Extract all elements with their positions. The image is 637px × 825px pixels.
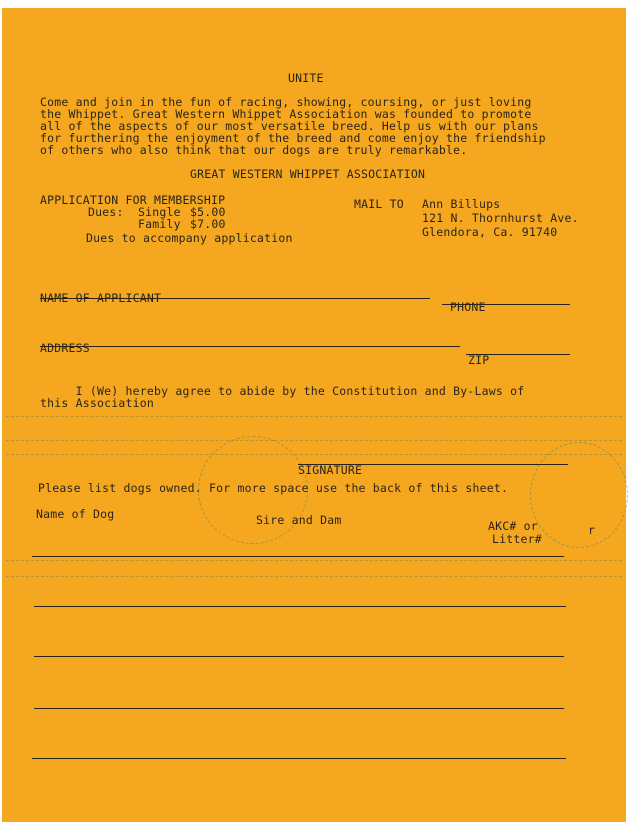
akc-column-header-line-1: AKC# or bbox=[488, 519, 538, 533]
intro-line-1: Come and join in the fun of racing, showing, coursing, or just loving bbox=[40, 95, 532, 109]
dues-note: Dues to accompany application bbox=[86, 231, 293, 245]
dog-entry-line bbox=[32, 758, 566, 759]
applicant-name-label: NAME OF APPLICANT bbox=[40, 291, 162, 305]
phone-line bbox=[442, 304, 570, 305]
dog-entry-line bbox=[34, 656, 564, 657]
intro-line-2: the Whippet. Great Western Whippet Association was founded to promote bbox=[40, 107, 532, 121]
faded-line bbox=[6, 440, 622, 441]
association-title: GREAT WESTERN WHIPPET ASSOCIATION bbox=[190, 167, 426, 181]
dogs-instruction: Please list dogs owned. For more space use the back of this sheet. bbox=[38, 481, 509, 495]
applicant-name-line bbox=[40, 298, 430, 299]
address-line bbox=[40, 346, 460, 347]
faded-line bbox=[6, 560, 622, 561]
faded-line bbox=[6, 416, 622, 417]
mail-to-city: Glendora, Ca. 91740 bbox=[422, 225, 558, 239]
application-form bbox=[2, 8, 626, 822]
intro-line-3: all of the aspects of our most versatile breed. Help us with our plans bbox=[40, 119, 539, 133]
faded-line bbox=[6, 576, 622, 577]
zip-label: ZIP bbox=[468, 353, 490, 367]
intro-line-5: of others who also think that our dogs are truly remarkable. bbox=[40, 143, 468, 157]
faded-postmark-right bbox=[530, 442, 628, 548]
mail-to-label: MAIL TO bbox=[354, 197, 404, 211]
form-heading: UNITE bbox=[288, 71, 324, 85]
zip-line bbox=[466, 354, 570, 355]
application-title: APPLICATION FOR MEMBERSHIP bbox=[40, 193, 226, 207]
mail-to-name: Ann Billups bbox=[422, 197, 501, 211]
dues-family-label: Family bbox=[138, 217, 181, 231]
intro-line-4: for furthering the enjoyment of the breed and come enjoy the friendship bbox=[40, 131, 546, 145]
address-label: ADDRESS bbox=[40, 341, 90, 355]
dog-entry-line bbox=[32, 556, 564, 557]
sire-dam-column-header: Sire and Dam bbox=[256, 513, 342, 527]
dues-single-label: Single bbox=[138, 205, 181, 219]
dues-label: Dues: bbox=[88, 205, 124, 219]
dues-family-amount: $7.00 bbox=[190, 217, 226, 231]
dog-name-column-header: Name of Dog bbox=[36, 507, 115, 521]
dues-single-amount: $5.00 bbox=[190, 205, 226, 219]
phone-label: PHONE bbox=[450, 300, 486, 314]
stray-mark: r bbox=[588, 523, 596, 537]
mail-to-street: 121 N. Thornhurst Ave. bbox=[422, 211, 579, 225]
dog-entry-line bbox=[34, 708, 564, 709]
akc-column-header-line-2: Litter# bbox=[492, 532, 542, 546]
faded-line bbox=[6, 454, 622, 455]
agreement-line-2: this Association bbox=[40, 396, 154, 410]
signature-label: SIGNATURE bbox=[298, 463, 363, 477]
agreement-line-1: I (We) hereby agree to abide by the Constitution and By-Laws of bbox=[40, 384, 525, 398]
dog-entry-line bbox=[34, 606, 566, 607]
